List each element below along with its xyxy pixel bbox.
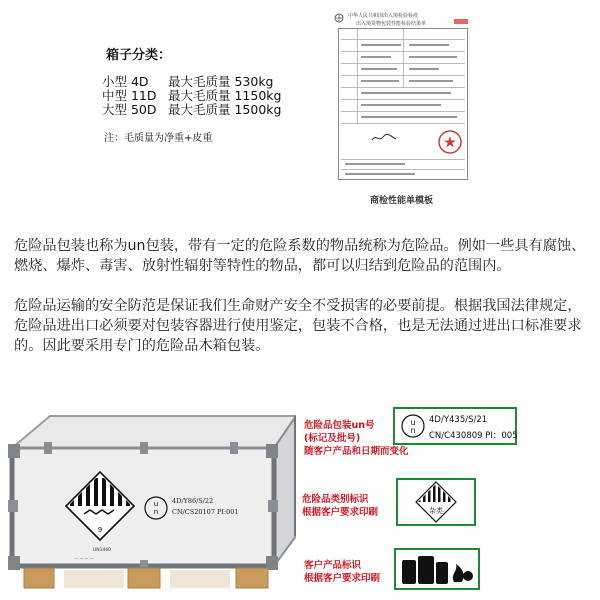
label-line: 根据客户要求印刷 [302,507,379,518]
classification-note: 注：毛质量为净重+皮重 [104,133,213,144]
box-spec: 最大毛质量 530kg [167,74,274,89]
certificate-caption: 商检性能单模板 [370,196,434,206]
label-line: 危险品包装un号 [304,420,375,431]
svg-text:u: u [410,418,416,427]
customer-product-label [304,559,380,585]
certificate-red-tag [454,19,468,24]
certificate-header-title: 出入境货物包装性能检验结果单 [356,21,427,27]
hazard-class9-diamond-icon [398,480,474,524]
box-spec: 最大毛质量 1150kg [167,88,282,103]
svg-text:9: 9 [97,526,103,534]
svg-text:n: n [153,508,159,516]
hazard-text: 杂类 [429,507,443,515]
safety-paragraph: 危险品运输的安全防范是保证我们生命财产安全不受损害的必要前提。根据我国法律规定，危险品进出口必须要对包装容器进行使用鉴定，包装不合格，也是无法通过进出口标准要求的。因此要采用专门的危险品木箱包装。 [14,298,582,354]
certificate-header-authority: 中华人民共和国出入境检验检疫 [348,13,419,19]
box-type: 大型 50D [102,102,157,117]
inspection-certificate-image [326,8,478,186]
product-drums-icon [396,550,478,588]
label-line: 客户产品标识 [304,560,362,571]
crate-un-mark-line1: 4D/Y86/S/22 [172,497,214,505]
official-stamp [437,129,463,155]
hazard-class-label [302,493,378,519]
label-line: 根据客户要求印刷 [304,573,381,584]
crate-un-mark-line2: CN/CS20107 PI:001 [172,508,239,516]
label-line: (标记及批号) [304,433,361,444]
label-line: 危险品类别标识 [302,494,369,505]
crate-small-print: — — — — [74,556,94,561]
certificate-form [338,28,468,180]
classification-title: 箱子分类： [106,48,172,63]
svg-text:u: u [153,500,159,508]
label-line: 随客户产品和日期而变化 [304,446,409,457]
intro-paragraph: 危险品包装也称为un包装，带有一定的危险系数的物品统称为危险品。例如一些具有腐蚀、燃烧、爆炸、毒害、放射性辐射等特性的物品，都可以归结到危险品的范围内。 [14,238,586,274]
svg-text:n: n [410,426,416,435]
inspection-logo-icon [334,13,344,23]
un-mark-line1: 4D/Y435/S/21 [429,415,488,425]
classification-row-large [102,100,281,118]
un-mark-line2: CN/C430809 PI：005 [429,431,518,441]
crate-un-number: UN1460 [92,548,112,553]
customer-product-sample [394,548,480,590]
box-spec: 最大毛质量 1500kg [167,102,282,117]
wooden-crate-image [4,404,296,590]
signature-mark [371,133,397,143]
un-circle-icon [401,414,425,438]
box-type: 中型 11D [102,88,157,103]
un-mark-sample [393,407,517,445]
hazard-class-sample [396,478,476,526]
box-type: 小型 4D [102,74,149,89]
